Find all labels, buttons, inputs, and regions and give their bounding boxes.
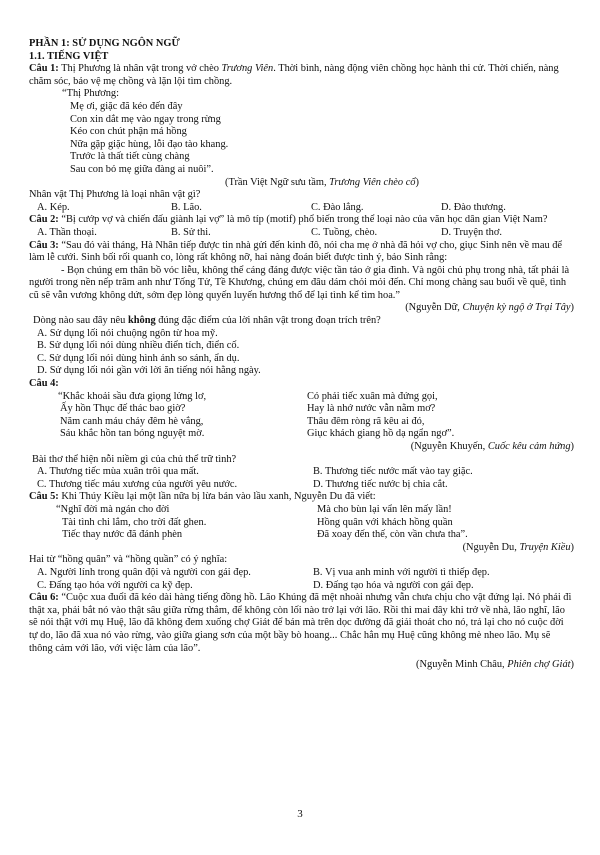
- poem-line: Sáu khắc hồn tan bóng nguyệt mờ.: [60, 428, 205, 440]
- poem-line: Nữa gặp giặc hùng, lỗi đạo tào khang.: [70, 138, 229, 150]
- question-1-poem: [29, 88, 574, 176]
- question-1-source: (Trần Việt Ngữ sưu tầm, Trương Viên chèo cổ): [225, 176, 419, 188]
- poem-line: Giục khách giang hồ dạ ngẩn ngơ”.: [307, 428, 455, 440]
- question-5-text: Câu 5: Khi Thúy Kiều lại một lần nữa bị lừa bán vào lầu xanh, Nguyễn Du đã viết:: [29, 491, 376, 503]
- poem-line: “Khắc khoải sầu đưa giọng lửng lơ,: [58, 390, 207, 402]
- poem-left-column: [29, 504, 307, 542]
- question-5-label: Câu 5:: [29, 491, 59, 503]
- poem-line: Ấy hồn Thục đế thác bao giờ?: [60, 403, 186, 415]
- poem-line: Hay là nhớ nước vẫn nằm mơ?: [307, 403, 436, 415]
- poem-line: Có phải tiếc xuân mà đứng gọi,: [307, 390, 438, 402]
- option-d[interactable]: D. Đào thương.: [441, 201, 506, 213]
- poem-line: Mà cho bùn lại vẩn lên mấy lần!: [317, 503, 452, 515]
- poem-right-column: [307, 504, 574, 542]
- option-a[interactable]: A. Thần thoại.: [37, 226, 97, 238]
- question-3-text: Câu 3: “Sau đó vài tháng, Hà Nhân tiếp được tin nhà gửi đến kinh đô, nói cha mẹ ở nhà đã hỏi vợ cho, giục Sinh nên về mau để làm lễ cưới. Sinh bối rối quanh co, lòng rất không nỡ, hai nàng đoán biết được tình ý, bảo Sinh rằng:: [29, 239, 563, 264]
- option-a[interactable]: A. Sử dụng lối nói chuộng ngôn từ hoa mỹ.: [37, 327, 218, 339]
- question-3-prompt: Dòng nào sau đây nêu không đúng đặc điểm của lời nhân vật trong đoạn trích trên?: [33, 315, 381, 327]
- option-b[interactable]: B. Thương tiếc nước mất vào tay giặc.: [313, 466, 473, 478]
- poem-line: Đã xoay đến thế, còn vần chưa tha”.: [317, 529, 468, 541]
- option-b[interactable]: B. Lão.: [171, 201, 202, 213]
- question-1-label: Câu 1:: [29, 63, 59, 75]
- question-5-prompt: Hai từ “hồng quân” và “hồng quần” có ý nghĩa:: [29, 554, 228, 566]
- question-4-options-row-2: [29, 479, 574, 492]
- option-c[interactable]: C. Sử dụng lối nói dùng hình ảnh so sánh, ẩn dụ.: [37, 352, 240, 364]
- option-b[interactable]: B. Sử dụng lối nói dùng nhiều điển tích, điển cố.: [37, 340, 240, 352]
- option-d[interactable]: D. Truyện thơ.: [441, 226, 502, 238]
- question-6-label: Câu 6:: [29, 592, 59, 604]
- question-5-options-row-1: [29, 567, 574, 580]
- poem-line: Sau con bỏ mẹ giữa đàng ai nuôi”.: [70, 163, 214, 175]
- poem-left-column: [29, 391, 307, 441]
- option-a[interactable]: A. Người lính trong quân đội và người con gái đẹp.: [37, 566, 251, 578]
- question-2-options: [29, 227, 574, 240]
- page-number: 3: [297, 808, 303, 820]
- poem-line: Tiếc thay nước đã đánh phèn: [62, 529, 183, 541]
- option-d[interactable]: D. Thương tiếc nước bị chia cắt.: [313, 478, 448, 490]
- option-c[interactable]: C. Đấng tạo hóa với người ca kỹ đẹp.: [37, 579, 193, 591]
- question-1-options: [29, 202, 574, 215]
- question-3-quote: - Bọn chúng em thân bồ vóc liễu, không thể cáng đáng được việc tần tảo ở gia đình. Và ngôi chủ phụ trong nhà, tất phải là người trong nền nếp trâm anh như Tống Tử, Tề Khương, chúng em đâu dám chỏi mỏi đến. Chỉ mong chàng sau buổi về quê, tình cũ sẽ vẫn vương không dứt, sớm đẹp lòng quyến luyến hương thổ để lại tình kể tìm hoa.”: [29, 264, 570, 301]
- part-heading: PHẦN 1: SỬ DỤNG NGÔN NGỮ: [29, 38, 180, 49]
- poem-line: Con xin dắt mẹ vào ngay trong rừng: [70, 113, 221, 125]
- poem-line: Kéo con chút phận má hồng: [70, 126, 187, 138]
- poem-line: Năm canh máu chảy đêm hè vắng,: [60, 415, 204, 427]
- question-1-text: Câu 1: Thị Phương là nhân vật trong vở chèo Trương Viên. Thời bình, nàng động viên chồng học hành thi cử. Thời chiến, nàng chăm sóc, bảo vệ mẹ chồng và lặn lội tìm chồng.: [29, 63, 559, 87]
- poem-line: “Nghĩ đời mà ngán cho đời: [56, 503, 170, 515]
- question-6-text: Câu 6: “Cuộc xua đuổi đã kéo dài hàng tiếng đồng hồ. Lão Khúng đã mệt nhoài nhưng vẫn chưa chịu cho vật đứng lại. Nó phải đi thật xa, phải bắt nó vào thật sâu giữa rừng thẳm, để không còn lối nào trở lại với lão. Rồi thì mai đây khi trở về nhà, lão nghĩ, lão sẽ nói thật với mụ Huệ, lão đã không đem xuống chợ Giát để bán mà trên dọc đường đã giải thoát cho nó, trả lại cho nó cuộc đời tự do, lão đã xua nó vào rừng, vào giữa giang sơn của một bầy bò hoang... Chắc hẳn mụ Huệ cũng không mè nheo lão. Mụ sẽ thông cảm với lão, với việc làm của lão”.: [29, 592, 572, 654]
- poem-line: Trước là thất tiết cùng chàng: [70, 151, 190, 163]
- page-content: [29, 38, 574, 672]
- option-c[interactable]: C. Thương tiếc máu xương của người yêu nước.: [37, 478, 238, 490]
- poem-line: Tài tình chi lắm, cho trời đất ghen.: [62, 516, 207, 528]
- question-4-prompt: Bài thơ thể hiện nỗi niềm gì của chủ thể trữ tình?: [32, 453, 237, 465]
- option-d[interactable]: D. Đấng tạo hóa và người con gái đẹp.: [313, 579, 474, 591]
- question-2-label: Câu 2:: [29, 214, 59, 226]
- question-5-poem: [29, 504, 574, 542]
- question-4-label: Câu 4:: [29, 378, 59, 390]
- question-1-prompt: Nhân vật Thị Phương là loại nhân vật gì?: [29, 189, 201, 201]
- option-b[interactable]: B. Vị vua anh minh với người tì thiếp đẹp.: [313, 566, 490, 578]
- option-a[interactable]: A. Kép.: [37, 201, 70, 213]
- poem-line: Hồng quân với khách hồng quần: [317, 516, 453, 528]
- option-b[interactable]: B. Sử thi.: [171, 226, 211, 238]
- question-4-source: (Nguyễn Khuyến, Cuốc kêu cảm hứng): [410, 441, 574, 452]
- poem-line: Mẹ ơi, giặc đã kéo đến đây: [70, 100, 183, 112]
- question-5-source: (Nguyễn Du, Truyện Kiều): [462, 541, 574, 553]
- poem-line: “Thị Phương:: [62, 88, 120, 100]
- question-2-text: Câu 2: “Bị cướp vợ và chiến đấu giành lại vợ” là mô típ (motif) phổ biến trong thể loại nào của văn học dân gian Việt Nam?: [29, 214, 548, 226]
- section-heading: 1.1. TIẾNG VIỆT: [29, 50, 109, 62]
- question-6-source: (Nguyễn Minh Châu, Phiên chợ Giát): [416, 659, 574, 671]
- question-5-options-row-2: [29, 580, 574, 593]
- question-3-source: (Nguyễn Dữ, Chuyện kỳ ngộ ở Trại Tây): [405, 302, 574, 314]
- question-3-label: Câu 3:: [29, 239, 59, 251]
- poem-right-column: [307, 391, 574, 441]
- poem-line: Thâu đêm ròng rã kêu ai đó,: [307, 415, 425, 427]
- option-a[interactable]: A. Thương tiếc mùa xuân trôi qua mất.: [37, 466, 199, 478]
- option-d[interactable]: D. Sử dụng lối nói gần với lời ăn tiếng nói hằng ngày.: [37, 365, 261, 377]
- question-4-poem: [29, 391, 574, 441]
- option-c[interactable]: C. Tuồng, chèo.: [311, 226, 378, 238]
- question-4-options-row-1: [29, 466, 574, 479]
- option-c[interactable]: C. Đào lẳng.: [311, 201, 364, 213]
